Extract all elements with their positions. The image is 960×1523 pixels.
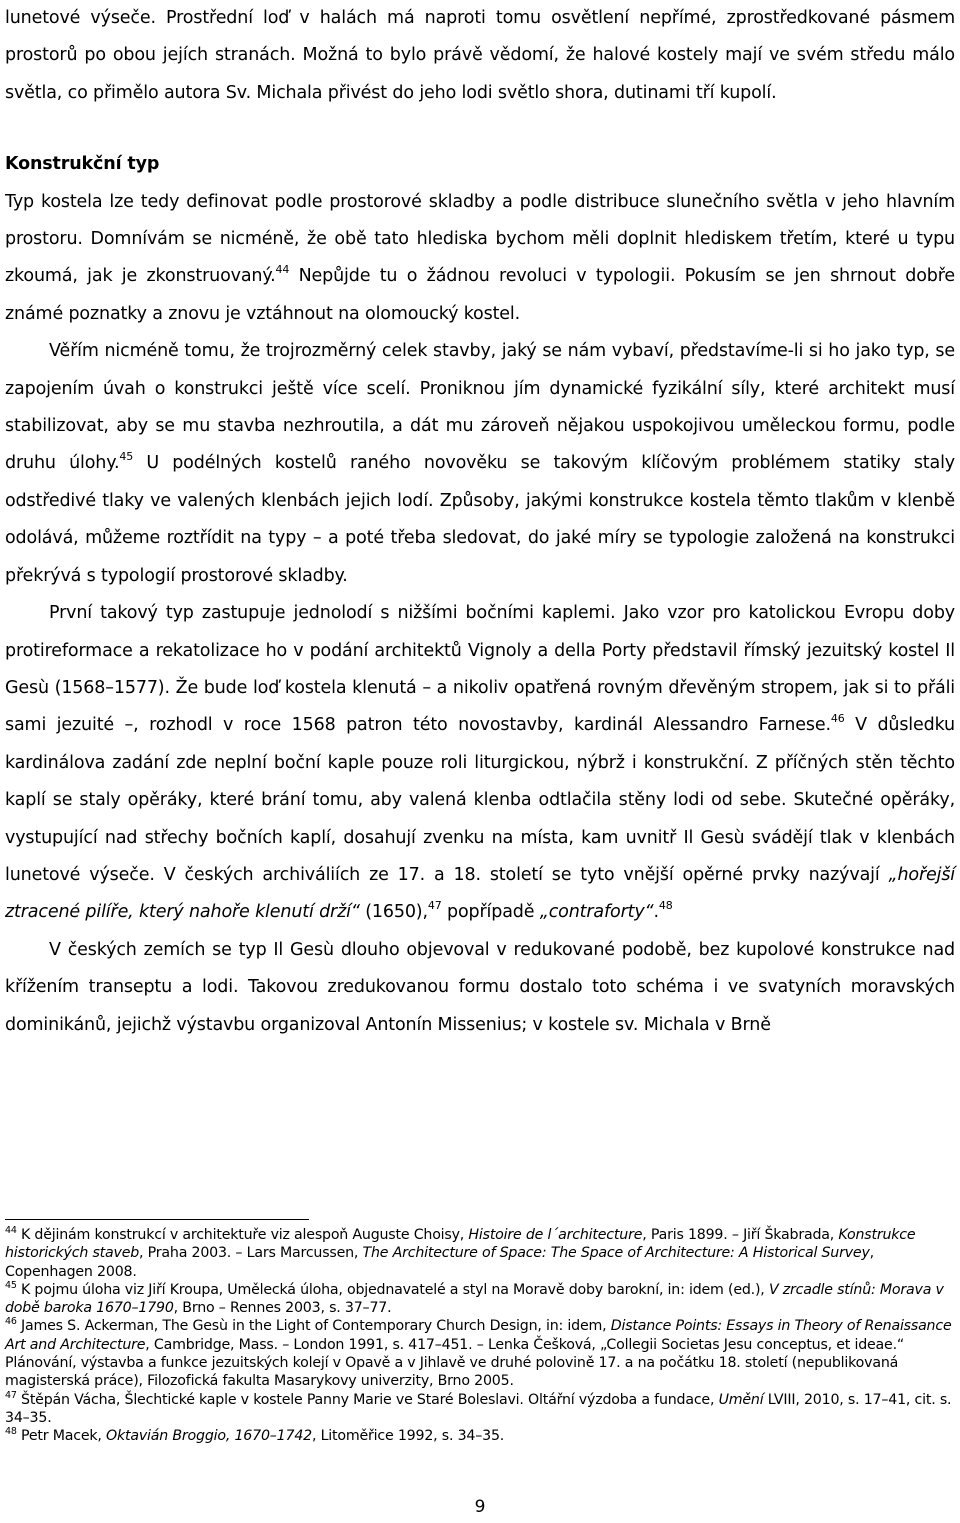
text-run: (1650), <box>359 902 428 923</box>
quoted-term: „hořejší ztracené pilíře, který nahoře klenutí drží“ <box>5 864 955 923</box>
citation-title: The Architecture of Space: The Space of Architecture: A Historical Survey <box>362 1245 870 1262</box>
citation-title: Oktavián Broggio, 1670–1742 <box>106 1428 312 1445</box>
footnote-ref[interactable]: 46 <box>830 712 845 726</box>
text-run: Typ kostela lze tedy definovat podle prostorové skladby a podle distribuce slunečního světla v jeho hlavním prostoru. Domnívám se nicméně, že obě tato hlediska bychom měli doplnit hlediskem třetím, které u typu zkoumá, jak je zkonstruovaný. <box>5 191 955 287</box>
paragraph: lunetové výseče. Prostřední loď v halách má naproti tomu osvětlení nepřímé, zprostředkované pásmem prostorů po obou jejích stranách. Možná to bylo právě vědomí, že halové kostely mají ve svém středu málo světla, co přimělo autora Sv. Michala přivést do jeho lodi světlo shora, dutinami tří kupolí. <box>5 8 955 103</box>
section-gap <box>5 112 955 146</box>
footnote <box>5 1281 957 1318</box>
text-run: K dějinám konstrukcí v architektuře viz alespoň Auguste Choisy, <box>16 1227 469 1243</box>
footnote-ref[interactable]: 48 <box>658 899 673 913</box>
text-run: Věřím nicméně tomu, že trojrozměrný celek stavby, jaký se nám vybaví, představíme-li si ho jako typ, se zapojením úvah o konstrukci ještě více scelí. Proniknou jím dynamické fyzikální síly, které architekt musí stabilizovat, aby se mu stavba nezhroutila, a dát mu zároveň nějakou uspokojivou uměleckou formu, podle druhu úlohy. <box>5 341 955 474</box>
footnote-separator <box>5 1219 309 1220</box>
citation-title: Distance Points: Essays in Theory of Renaissance Art and Architecture <box>5 1318 952 1353</box>
citation-title: Konstrukce historických staveb <box>5 1227 916 1262</box>
text-run: V důsledku kardinálova zadání zde neplní boční kaple pouze roli liturgickou, nýbrž i konstrukční. Z příčných stěn těchto kaplí se staly opěráky, které brání tomu, aby valená klenba odtlačila stěny lodi od sebe. Skutečné opěráky, vystupující nad střechy bočních kaplí, dosahují zvenku na místa, kam uvnitř Il Gesù svádějí tlak v klenbách lunetové výseče. V českých archiváliích ze 17. a 18. století se tyto vnější opěrné prvky nazývají <box>5 715 955 885</box>
text-run: Nepůjde tu o žádnou revoluci v typologii. Pokusím se jen shrnout dobře známé poznatky a znovu je vztáhnout na olomoucký kostel. <box>5 266 955 324</box>
footnote-number: 47 <box>5 1389 17 1401</box>
text-run: , Brno – Rennes 2003, s. 37–77. <box>173 1300 392 1317</box>
quoted-term: „contraforty“ <box>539 902 654 923</box>
footnote-number: 46 <box>5 1316 17 1328</box>
text-run: James S. Ackerman, The Gesù in the Light of Contemporary Church Design, in: idem, <box>16 1318 611 1335</box>
text-run: Štěpán Vácha, Šlechtické kaple v kostele Panny Marie ve Staré Boleslavi. Oltářní výzdoba a fundace, <box>16 1391 719 1408</box>
text-run: . <box>653 902 659 923</box>
footnote <box>5 1391 957 1428</box>
footnote <box>5 1427 957 1445</box>
text-run: , Paris 1899. – Jiří Škabrada, <box>642 1227 839 1243</box>
paragraph <box>5 184 955 334</box>
text-run: U podélných kostelů raného novověku se takovým klíčovým problémem statiky staly odstředivé tlaky ve valených klenbách jejich lodí. Způsoby, jakými konstrukce kostela těmto tlakům v klenbě odolává, můžeme roztřídit na typy – a poté třeba sledovat, do jaké míry se typologie založená na konstrukci překrývá s typologií prostorové skladby. <box>5 453 955 586</box>
citation-title: Umění <box>718 1391 764 1408</box>
footnote-ref[interactable]: 47 <box>427 899 442 913</box>
text-run: , Praha 2003. – Lars Marcussen, <box>139 1245 363 1262</box>
citation-title: Histoire de l´architecture <box>468 1227 643 1243</box>
text-run: , Cambridge, Mass. – London 1991, s. 417–451. – Lenka Češková, „Collegii Societas Jesu conceptus, et ideae.“ Plánování, výstavba a funkce jezuitských kolejí v Opavě a v Jihlavě ve druhé polovině 17. a na počátku 18. století (nepublikovaná magisterská práce), Filozofická fakulta Masarykovy univerzity, Brno 2005. <box>5 1336 905 1390</box>
page-number: 9 <box>474 1497 486 1517</box>
footnote <box>5 1226 957 1281</box>
footnote-number: 48 <box>5 1426 17 1438</box>
text-run: První takový typ zastupuje jednolodí s nižšími bočními kaplemi. Jako vzor pro katolickou Evropu doby protireformace a rekatolizace ho v podání architektů Vignoly a della Porty představil římský jezuitský kostel Il Gesù (1568–1577). Že bude loď kostela klenutá – a nikoliv opatřená rovným dřevěným stropem, jak si to přáli sami jezuité –, rozhodl v roce 1568 patron této novostavby, kardinál Alessandro Farnese. <box>5 603 955 736</box>
citation-title: V zrcadle stínů: Morava v době baroka 1670–1790 <box>5 1281 944 1317</box>
section-heading: Konstrukční typ <box>5 154 160 175</box>
text-run: LVIII, 2010, s. 17–41, cit. s. 34–35. <box>5 1391 952 1426</box>
footnote-ref[interactable]: 44 <box>275 263 290 277</box>
paragraph <box>5 333 955 595</box>
paragraph <box>5 595 955 932</box>
text-run: Petr Macek, <box>16 1428 106 1445</box>
paragraph: V českých zemích se typ Il Gesù dlouho objevoval v redukované podobě, bez kupolové konstrukce nad křížením transeptu a lodi. Takovou zredukovanou formu dostalo toto schéma i ve svatyních moravských dominikánů, jejichž výstavbu organizoval Antonín Missenius; v kostele sv. Michala v Brně <box>5 939 955 1035</box>
footnote <box>5 1317 957 1390</box>
footnote-number: 44 <box>5 1225 17 1236</box>
text-run: , Copenhagen 2008. <box>5 1245 874 1280</box>
footnote-ref[interactable]: 45 <box>119 450 134 464</box>
footnote-number: 45 <box>5 1279 17 1291</box>
footnotes <box>5 1226 957 1446</box>
main-text <box>5 0 955 1044</box>
text-run: , Litoměřice 1992, s. 34–35. <box>311 1428 505 1445</box>
text-run: K pojmu úloha viz Jiří Kroupa, Umělecká úloha, objednavatelé a styl na Moravě doby barokní, in: idem (ed.), <box>16 1281 769 1298</box>
text-run: popřípadě <box>441 902 540 923</box>
